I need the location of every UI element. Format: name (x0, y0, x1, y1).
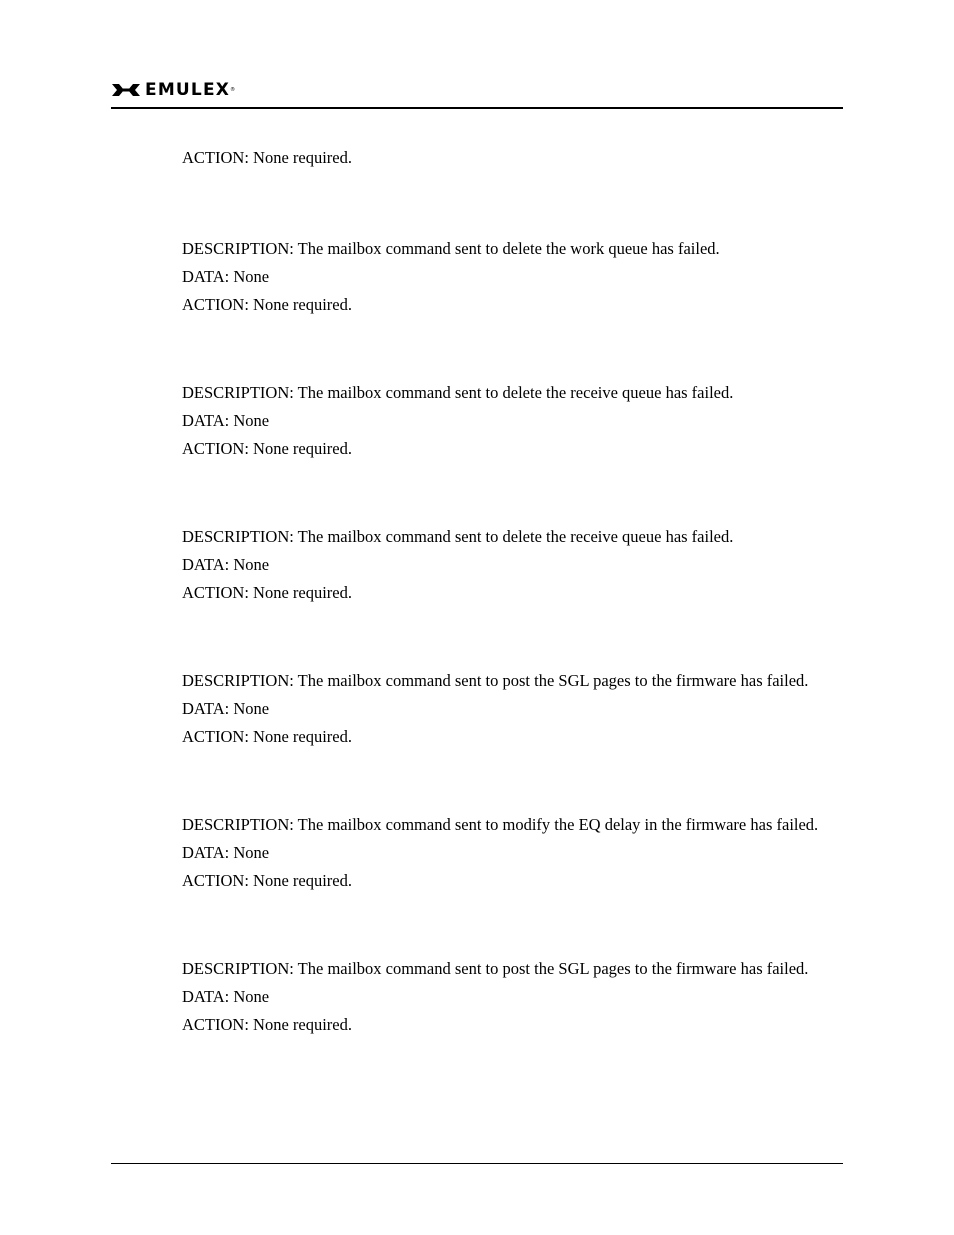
entry-data: DATA: None (182, 555, 270, 574)
entry-description: DESCRIPTION: The mailbox command sent to delete the receive queue has failed. (182, 527, 734, 546)
log-entry (182, 671, 843, 747)
log-entry (182, 527, 843, 603)
entry-description: DESCRIPTION: The mailbox command sent to delete the receive queue has failed. (182, 383, 734, 402)
entry-action: ACTION: None required. (182, 439, 352, 458)
entry-action: ACTION: None required. (182, 295, 352, 314)
entry-data: DATA: None (182, 987, 270, 1006)
entry-action: ACTION: None required. (182, 1015, 352, 1034)
page-header (111, 78, 843, 110)
emulex-logo (111, 78, 235, 102)
entry-data: DATA: None (182, 411, 270, 430)
entry-description: DESCRIPTION: The mailbox command sent to post the SGL pages to the firmware has failed. (182, 671, 809, 690)
header-rule (111, 107, 843, 109)
entry-action: ACTION: None required. (182, 727, 352, 746)
entry-data: DATA: None (182, 843, 270, 862)
intro-action-text: ACTION: None required. (182, 148, 352, 167)
log-entry (182, 959, 843, 1035)
log-entry (182, 239, 843, 315)
log-entry (182, 383, 843, 459)
emulex-logo-icon (111, 82, 141, 98)
entry-action: ACTION: None required. (182, 583, 352, 602)
entry-description: DESCRIPTION: The mailbox command sent to delete the work queue has failed. (182, 239, 720, 258)
entry-description: DESCRIPTION: The mailbox command sent to modify the EQ delay in the firmware has failed. (182, 815, 819, 834)
entry-action: ACTION: None required. (182, 871, 352, 890)
entry-data: DATA: None (182, 699, 270, 718)
logo-wordmark: EMULEX (145, 80, 231, 100)
logo-trademark: ® (230, 87, 236, 93)
entry-description: DESCRIPTION: The mailbox command sent to post the SGL pages to the firmware has failed. (182, 959, 809, 978)
entry-data: DATA: None (182, 267, 270, 286)
footer-rule (111, 1163, 843, 1164)
log-entry (182, 815, 843, 891)
page-content (182, 148, 843, 1035)
